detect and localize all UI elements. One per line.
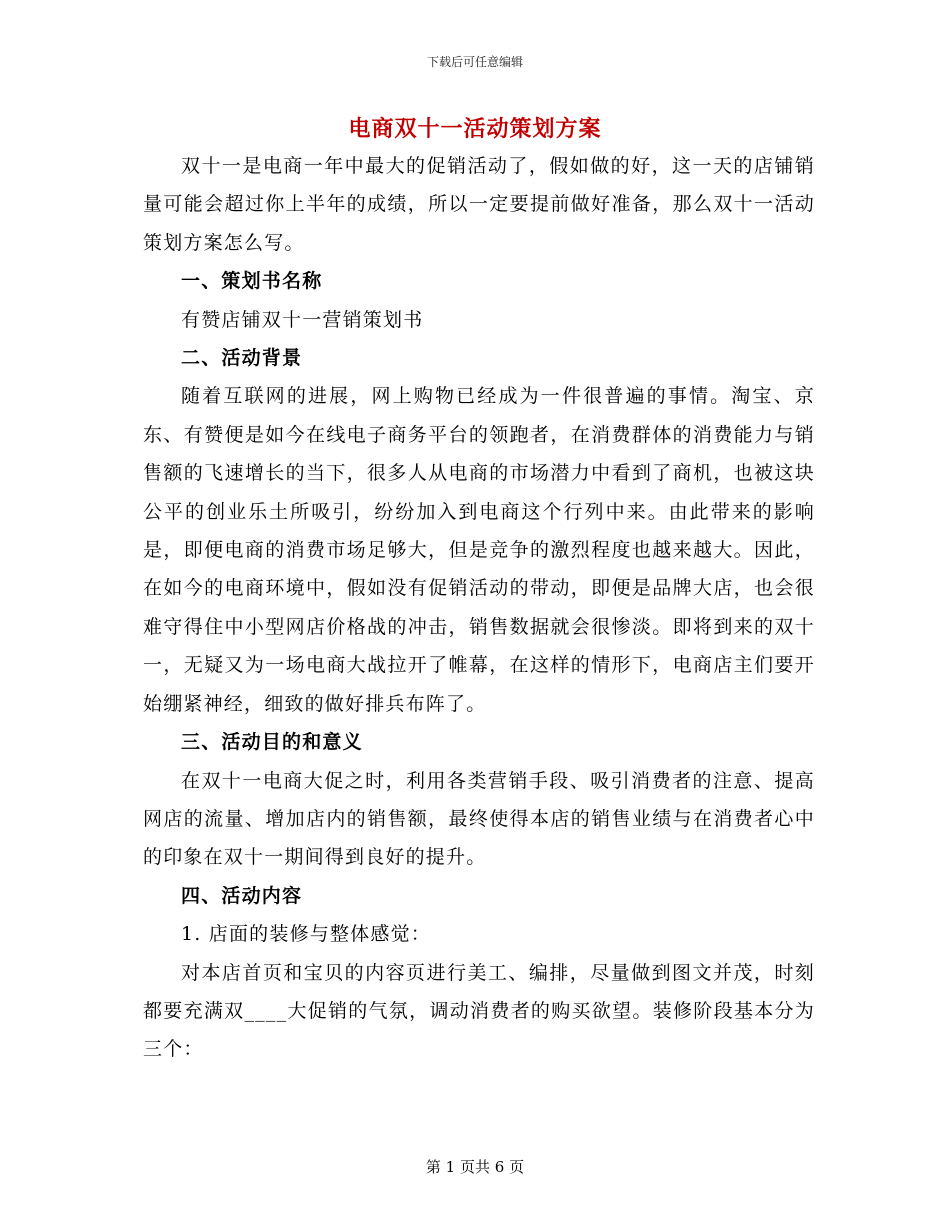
- body-paragraph: 有赞店铺双十一营销策划书: [181, 308, 424, 331]
- section-heading-1: 一、策划书名称: [181, 270, 323, 293]
- body-paragraph: 随着互联网的进展，网上购物已经成为一件很普遍的事情。淘宝、京东、有赞便是如今在线电子商务平台的领跑者，在消费群体的消费能力与销售额的飞速增长的当下，很多人从电商的市场潜力中看到了商机，也被这块公平的创业乐土所吸引，纷纷加入到电商这个行列中来。由此带来的影响是，即便电商的消费市场足够大，但是竞争的激烈程度也越来越大。因此，在如今的电商环境中，假如没有促销活动的带动，即便是品牌大店，也会很难守得住中小型网店价格战的冲击，销售数据就会很惨淡。即将到来的双十一，无疑又为一场电商大战拉开了帷幕，在这样的情形下，电商店主们要开始绷紧神经，细致的做好排兵布阵了。: [143, 385, 815, 715]
- section-heading-4: 四、活动内容: [181, 884, 303, 907]
- sub-heading: 1. 店面的装修与整体感觉：: [181, 923, 431, 946]
- page-footer: 第 1 页共 6 页: [425, 1158, 525, 1176]
- document-title: 电商双十一活动策划方案: [348, 116, 602, 142]
- body-paragraph: 在双十一电商大促之时，利用各类营销手段、吸引消费者的注意、提高网店的流量、增加店内的销售额，最终使得本店的销售业绩与在消费者心中的印象在双十一期间得到良好的提升。: [143, 769, 815, 869]
- section-heading-2: 二、活动背景: [181, 347, 303, 370]
- section-heading-3: 三、活动目的和意义: [181, 731, 363, 754]
- page-header: 下载后可任意编辑: [426, 55, 523, 69]
- intro-paragraph: 双十一是电商一年中最大的促销活动了，假如做的好，这一天的店铺销量可能会超过你上半年的成绩，所以一定要提前做好准备，那么双十一活动策划方案怎么写。: [143, 155, 815, 254]
- body-paragraph: 对本店首页和宝贝的内容页进行美工、编排，尽量做到图文并茂，时刻都要充满双____大促销的气氛，调动消费者的购买欲望。装修阶段基本分为三个：: [143, 961, 815, 1061]
- document-body: [143, 147, 815, 1069]
